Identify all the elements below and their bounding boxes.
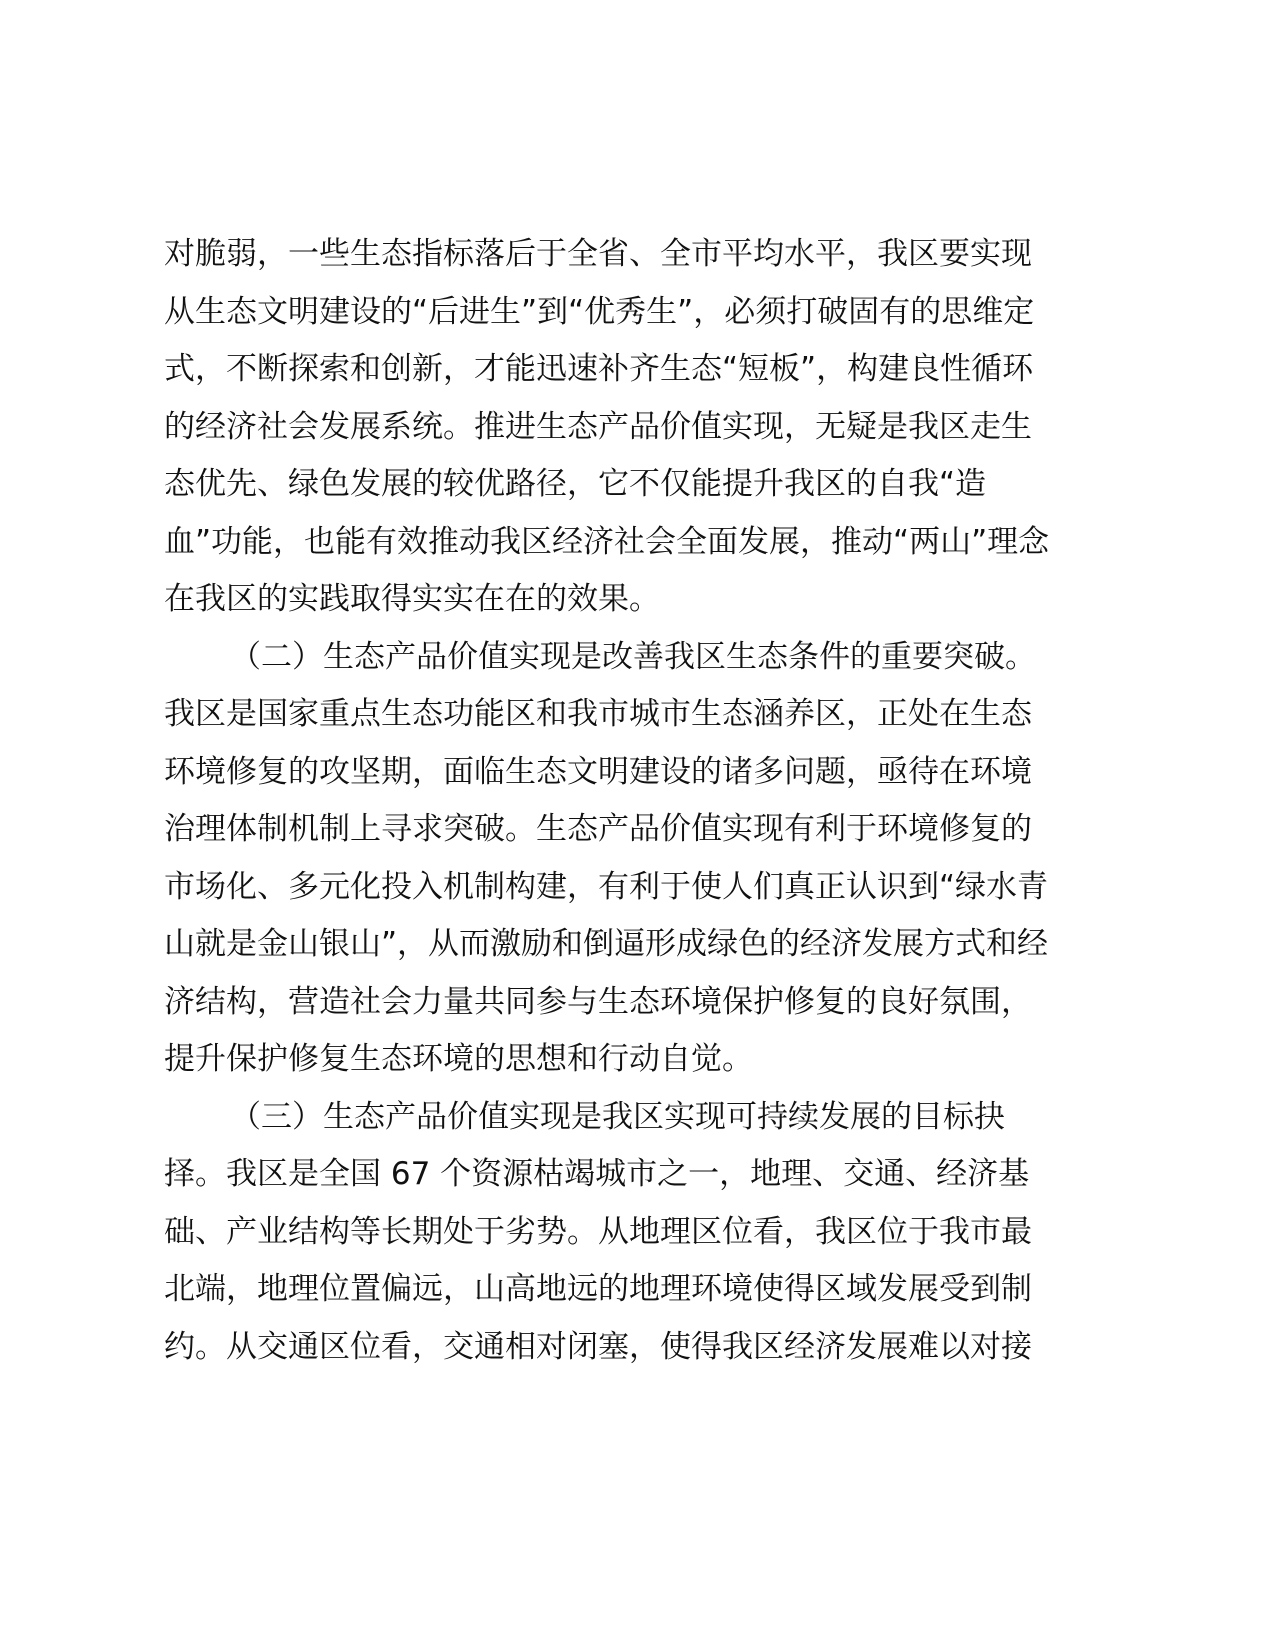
- text-line: 础、产业结构等长期处于劣势。从地理区位看，我区位于我市最: [164, 1213, 1032, 1250]
- text-line: 态优先、绿色发展的较优路径，它不仅能提升我区的自我“造: [164, 466, 987, 502]
- text-line: 北端，地理位置偏远，山高地远的地理环境使得区域发展受到制: [164, 1271, 1032, 1307]
- text-line: 的经济社会发展系统。推进生态产品价值实现，无疑是我区走生: [164, 408, 1032, 445]
- text-line: 提升保护修复生态环境的思想和行动自觉。: [164, 1041, 753, 1077]
- section-heading-3: （三）生态产品价值实现是我区实现可持续发展的目标抉: [230, 1098, 1005, 1135]
- text-line: 治理体制机制上寻求突破。生态产品价值实现有利于环境修复的: [164, 811, 1032, 847]
- text-line: 我区是国家重点生态功能区和我市城市生态涵养区，正处在生态: [164, 696, 1032, 732]
- section-heading-2: （二）生态产品价值实现是改善我区生态条件的重要突破。: [230, 638, 1036, 675]
- text-line: 济结构，营造社会力量共同参与生态环境保护修复的良好氛围，: [164, 983, 1032, 1020]
- text-line: 血”功能，也能有效推动我区经济社会全面发展，推动“两山”理念: [164, 523, 1050, 560]
- text-line: 从生态文明建设的“后进生”到“优秀生”，必须打破固有的思维定: [164, 293, 1035, 330]
- text-line: 约。从交通区位看，交通相对闭塞，使得我区经济发展难以对接: [164, 1328, 1032, 1365]
- text-line: 市场化、多元化投入机制构建，有利于使人们真正认识到“绿水青: [164, 868, 1049, 905]
- text-line: 式，不断探索和创新，才能迅速补齐生态“短板”，构建良性循环: [164, 351, 1034, 387]
- text-line: 环境修复的攻坚期，面临生态文明建设的诸多问题，亟待在环境: [164, 753, 1032, 790]
- text-line: 山就是金山银山”，从而激励和倒逼形成绿色的经济发展方式和经: [164, 926, 1049, 962]
- text-line: 对脆弱，一些生态指标落后于全省、全市平均水平，我区要实现: [164, 236, 1032, 272]
- text-line: 在我区的实践取得实实在在的效果。: [164, 581, 660, 617]
- text-line: 择。我区是全国 67 个资源枯竭城市之一，地理、交通、经济基: [164, 1156, 1030, 1192]
- body-text: [164, 226, 1124, 1376]
